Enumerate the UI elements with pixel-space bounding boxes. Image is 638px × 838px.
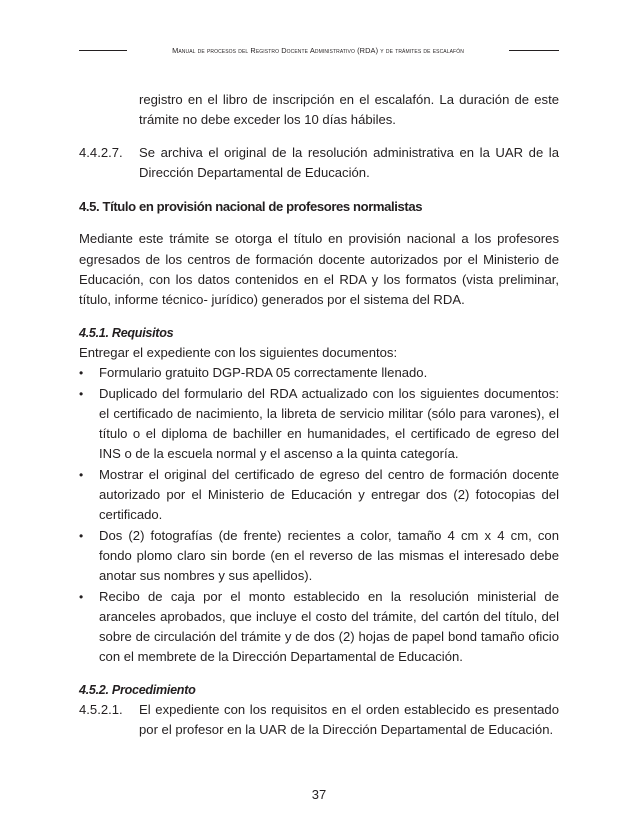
bullet-icon: • [79,386,84,401]
section-intro: Mediante este trámite se otorga el título en provisión nacional a los profesores egresados de los centros de formación docente autorizados por el Ministerio de Educación, con los datos contenidos en el RDA y los formatos (vista preliminar, título, informe técnico- jurídico) generados por el sistema del RDA. [79,231,559,308]
list-item-text: Formulario gratuito DGP-RDA 05 correctamente llenado. [99,365,428,381]
list-item-text: Dos (2) fotografías (de frente) recientes a color, tamaño 4 cm x 4 cm, con fondo plomo claro sin borde (en el reverso de las mismas el interesado debe anotar sus nombres y sus apellidos). [99,527,559,584]
item-4-5-2-1 [79,700,559,741]
list-item-text: Duplicado del formulario del RDA actualizado con los siguientes documentos: el certificado de nacimiento, la libreta de servicio militar (sólo para varones), el título o el diploma de bachiller en humanidades, el certificado de egreso del INS o de la escuela normal y el ascenso a la quinta categoría. [99,385,559,462]
section-heading-4-5-1: 4.5.1. Requisitos [79,325,174,340]
bullet-icon: • [79,589,84,604]
section-heading-4-5: 4.5. Título en provisión nacional de profesores normalistas [79,199,423,215]
header-title: Manual de procesos del Registro Docente Administrativo (RDA) y de trámites de escalafón [172,45,464,55]
item-number: 4.5.2.1. [79,702,123,718]
item-text: El expediente con los requisitos en el orden establecido es presentado por el profesor en la UAR de la Dirección Departamental de Educación. [139,702,559,738]
page-content [79,90,559,741]
running-header [79,40,559,60]
list-item [79,465,559,526]
bullet-icon: • [79,366,84,381]
item-4-4-2-7 [79,143,559,184]
bullet-icon: • [79,467,84,482]
list-item-text: Recibo de caja por el monto establecido en la resolución ministerial de aranceles aprobados, que incluye el costo del trámite, del cartón del título, del sobre de circulación del trámite y de dos (2) hojas de papel bond tamaño oficio con el membrete de la Dirección Departamental de Educación. [99,588,559,665]
list-item [79,384,559,465]
list-item [79,363,559,383]
bullet-icon: • [79,528,84,543]
list-item [79,526,559,587]
section-heading-4-5-2: 4.5.2. Procedimiento [79,682,196,697]
continuation-paragraph: registro en el libro de inscripción en el escalafón. La duración de este trámite no debe exceder los 10 días hábiles. [139,92,559,128]
header-rule-right [509,50,559,51]
item-text: Se archiva el original de la resolución administrativa en la UAR de la Dirección Departamental de Educación. [139,144,559,180]
header-rule-left [79,50,127,51]
item-number: 4.4.2.7. [79,144,123,160]
list-item [79,587,559,668]
page-number: 37 [311,787,327,802]
list-item-text: Mostrar el original del certificado de egreso del centro de formación docente autorizado por el Ministerio de Educación y entregar dos (2) fotocopias del certificado. [99,466,559,523]
requirements-lead: Entregar el expediente con los siguientes documentos: [79,344,398,360]
